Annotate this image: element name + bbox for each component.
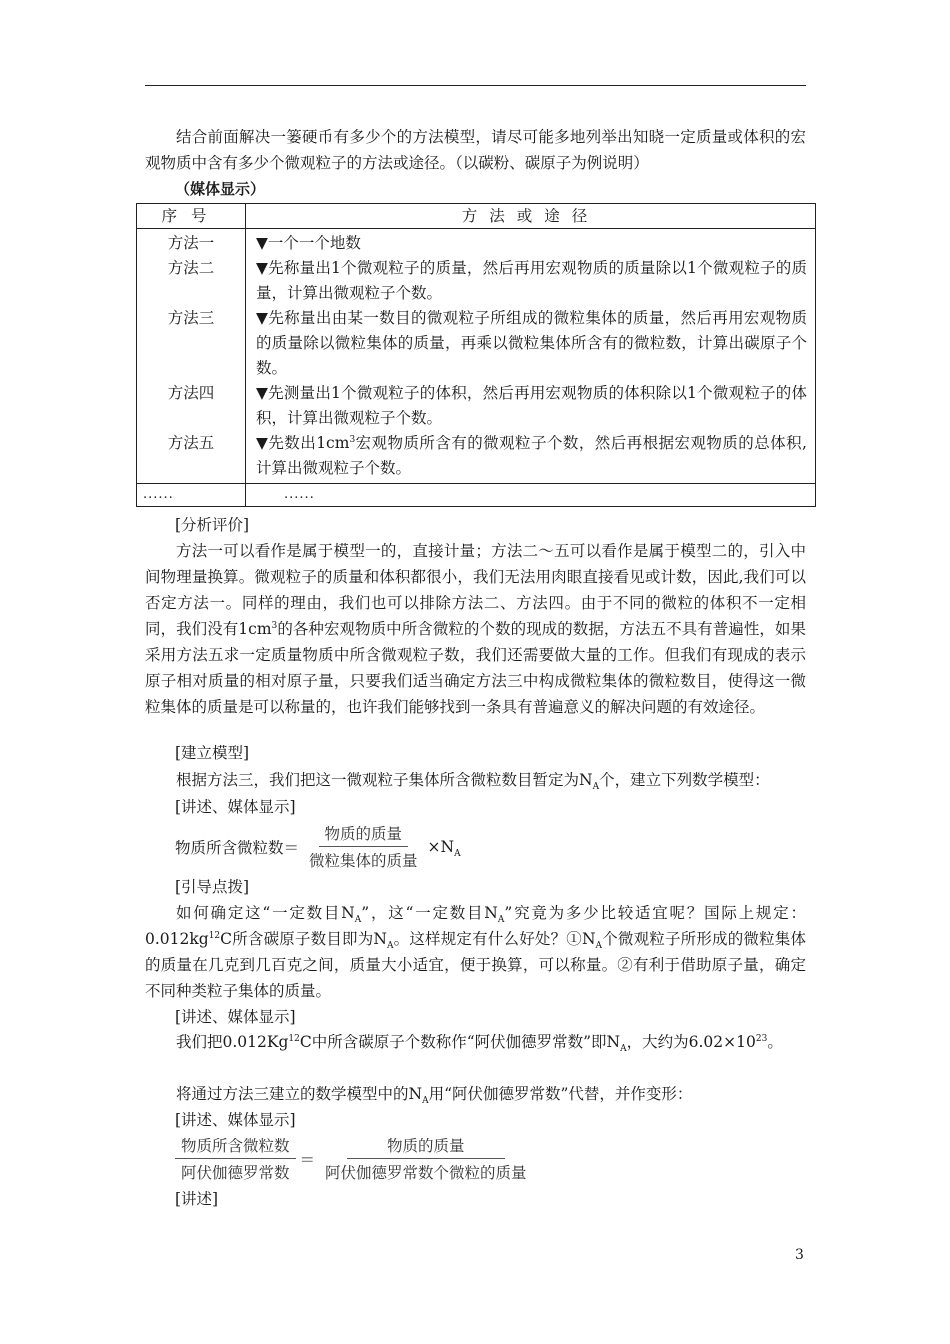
method-label: 方法一 xyxy=(167,234,215,252)
formula-left-numerator: 物质所含微粒数 xyxy=(175,1134,296,1159)
header-method: 方法或途径 xyxy=(246,204,816,229)
replace-paragraph: 将通过方法三建立的数学模型中的$N_A$用“阿伏伽德罗常数”代替，并作变形： xyxy=(176,1085,693,1107)
method-label: 方法三 xyxy=(167,309,215,327)
method-text: ▼一个一个地数 xyxy=(256,234,361,252)
formula-particle-count xyxy=(175,822,461,871)
formula-right-denominator: 阿伏伽德罗常数个微粒的质量 xyxy=(325,1164,527,1182)
lecture-label: [讲述] xyxy=(175,1190,219,1208)
table-header-row xyxy=(137,204,816,229)
methods-table xyxy=(136,203,816,507)
guide-paragraph: 如何确定这“一定数目$N_A$”，这“一定数目$N_A$”究竟为多少比较适宜呢？国际上规定：$0.012kg^{12}C$所含碳原子数目即为$N_A$。这样规定有什么好处？$①N_A$个微观粒子所形成的微粒集体的质量在几克到几百克之间，质量大小适宜，便于换算，可以称量。②有利于借助原子量，确定不同种类粒子集体的质量。 xyxy=(145,904,806,1000)
lecture-label: [讲述、媒体显示] xyxy=(175,1008,296,1026)
table-row xyxy=(137,229,816,484)
method-label: 方法四 xyxy=(167,384,215,402)
formula-avogadro xyxy=(175,1134,537,1183)
analysis-label: [分析评价] xyxy=(175,516,250,534)
guide-label: [引导点拨] xyxy=(175,878,250,896)
method-text: ▼先数出$1cm^3$宏观物质所含有的微观粒子个数，然后再根据宏观物质的总体积,计算出微观粒子个数。 xyxy=(256,434,807,477)
method-text: ▼先测量出1个微观粒子的体积，然后再用宏观物质的体积除以1个微观粒子的体积，计算出微观粒子个数。 xyxy=(256,384,807,427)
table-row-ellipsis xyxy=(137,484,816,507)
ellipsis-right: ...... xyxy=(246,484,816,507)
method-text: ▼先称量出1个微观粒子的质量，然后再用宏观物质的质量除以1个微观粒子的质量，计算出微观粒子个数。 xyxy=(256,259,807,302)
intro-paragraph: 结合前面解决一篓硬币有多少个的方法模型，请尽可能多地列举出知晓一定质量或体积的宏观物质中含有多少个微观粒子的方法或途径。（以碳粉、碳原子为例说明） xyxy=(145,128,806,172)
method-label: 方法五 xyxy=(167,434,215,452)
formula-right-numerator: 物质的质量 xyxy=(347,1134,505,1159)
formula-times: $\times N_A$ xyxy=(427,837,461,859)
header-serial: 序号 xyxy=(137,204,246,229)
method-label: 方法二 xyxy=(167,259,215,277)
lecture-label: [讲述、媒体显示] xyxy=(175,798,296,816)
model-label: [建立模型] xyxy=(175,744,250,762)
avogadro-paragraph: 我们把0.012Kg$^{12}$C中所含碳原子个数称作“阿伏伽德罗常数”即$N_A$，大约为$6.02\times 10^{23}$。 xyxy=(176,1033,783,1055)
header-rule xyxy=(145,85,806,86)
analysis-paragraph: 方法一可以看作是属于模型一的，直接计量；方法二～五可以看作是属于模型二的，引入中间物理量换算。微观粒子的质量和体积都很小，我们无法用肉眼直接看见或计数，因此,我们可以否定方法一。同样的理由，我们也可以排除方法二、方法四。由于不同的微粒的体积不一定相同，我们没有$1cm^3$的各种宏观物质中所含微粒的个数的现成的数据，方法五不具有普遍性，如果采用方法五求一定质量物质中所含微观粒子数，我们还需要做大量的工作。但我们有现成的表示原子相对质量的相对原子量，只要我们适当确定方法三中构成微粒集体的微粒数目，使得这一微粒集体的质量是可以称量的，也许我们能够找到一条具有普遍意义的解决问题的有效途径。 xyxy=(145,542,806,716)
formula-left-denominator: 阿伏伽德罗常数 xyxy=(181,1164,290,1182)
model-paragraph: 根据方法三，我们把这一微观粒子集体所含微粒数目暂定为$N_A$个，建立下列数学模型： xyxy=(176,771,770,793)
ellipsis-left: ...... xyxy=(137,484,246,507)
formula-numerator: 物质的质量 xyxy=(319,822,409,847)
page-number: 3 xyxy=(795,1247,804,1263)
lecture-label: [讲述、媒体显示] xyxy=(175,1111,296,1129)
formula-denominator: 微粒集体的质量 xyxy=(309,852,418,870)
media-display-label: （媒体显示） xyxy=(175,180,266,198)
formula-equals: ＝ xyxy=(299,1150,316,1169)
formula-lhs: 物质所含微粒数＝ xyxy=(175,838,300,857)
method-text: ▼先称量出由某一数目的微观粒子所组成的微粒集体的质量，然后再用宏观物质的质量除以微粒集体的质量，再乘以微粒集体所含有的微粒数，计算出碳原子个数。 xyxy=(256,309,807,377)
